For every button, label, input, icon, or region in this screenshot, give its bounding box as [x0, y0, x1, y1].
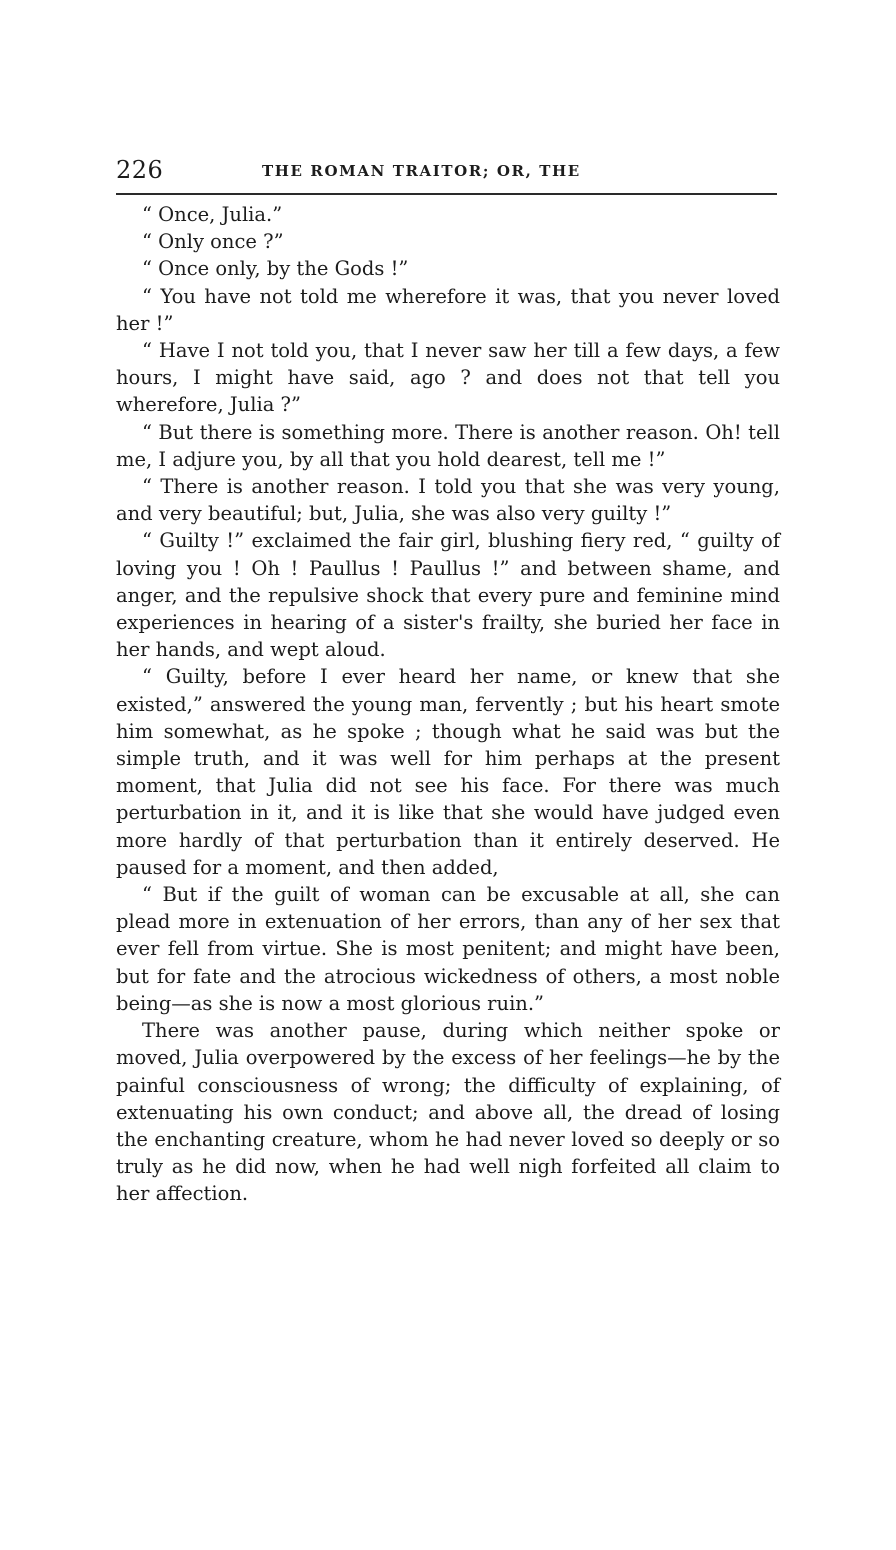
paragraph: “ But there is something more. There is another reason. Oh! tell me, I adjure you, by all that you hold dearest, tell me !”: [116, 420, 780, 471]
running-head: THE ROMAN TRAITOR; OR, THE: [262, 162, 581, 180]
paragraph: “ Once, Julia.”: [142, 203, 283, 226]
paragraph: “ Guilty, before I ever heard her name, or knew that she existed,” answered the young man, fervently ; but his heart smote him somewhat, as he spoke ; though what he said was but the simple truth, and it was well for him perhaps at the present moment, that Julia did not see his face. For there was much perturbation in it, and it is like that she would have judged even more hardly of that perturbation than it entirely deserved. He paused for a moment, and then added,: [116, 665, 780, 879]
header-rule: [116, 193, 777, 195]
paragraph: “ You have not told me wherefore it was, that you never loved her !”: [116, 284, 780, 335]
paragraph: “ Have I not told you, that I never saw her till a few days, a few hours, I might have said, ago ? and does not that tell you wherefore, Julia ?”: [116, 339, 780, 417]
paragraph: “ Once only, by the Gods !”: [142, 257, 409, 281]
paragraph: “ Guilty !” exclaimed the fair girl, blushing fiery red, “ guilty of loving you ! Oh ! Paullus ! Paullus !” and between shame, and anger, and the repulsive shock that every pure and feminine mind experiences in hearing of a sister's frailty, she buried her face in her hands, and wept aloud.: [116, 529, 780, 662]
paragraph: “ There is another reason. I told you that she was very young, and very beautiful; but, Julia, she was also very guilty !”: [116, 475, 780, 526]
paragraph: There was another pause, during which neither spoke or moved, Julia overpowered by the excess of her feelings—he by the painful consciousness of wrong; the difficulty of explaining, of extenuating his own conduct; and above all, the dread of losing the enchanting creature, whom he had never loved so deeply or so truly as he did now, when he had well nigh forfeited all claim to her affection.: [116, 1019, 780, 1206]
page-number: 226: [116, 156, 164, 184]
page-header: [116, 156, 776, 188]
paragraph: “ Only once ?”: [142, 230, 284, 254]
body-text: [116, 201, 780, 1208]
paragraph: “ But if the guilt of woman can be excusable at all, she can plead more in extenuation of her errors, than any of her sex that ever fell from virtue. She is most penitent; and might have been, but for fate and the atrocious wickedness of others, a most noble being—as she is now a most glorious ruin.”: [116, 883, 780, 1015]
